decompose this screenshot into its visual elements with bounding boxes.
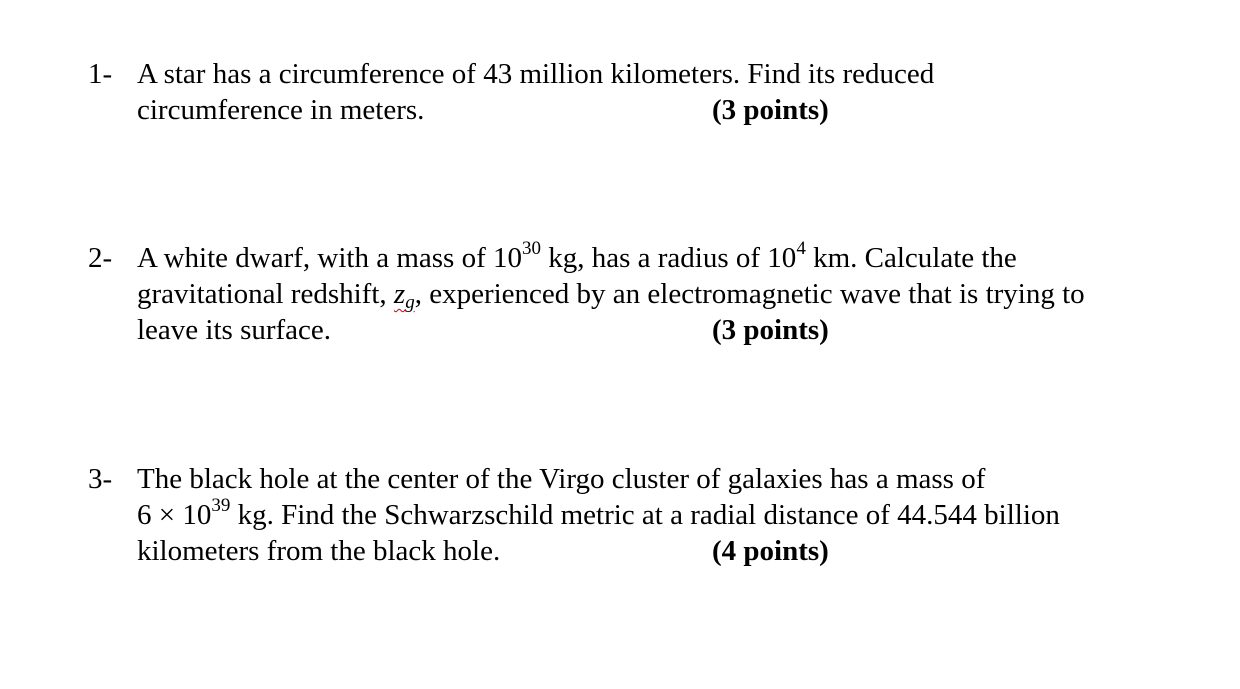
question-2-points: (3 points) [712, 314, 829, 346]
question-3-number: 3- [88, 463, 113, 495]
question-1-points: (3 points) [712, 94, 829, 126]
redshift-variable [393, 278, 415, 313]
question-3-text-metric: kg. Find the Schwarzschild metric at a radial distance of 44.544 billion [230, 499, 1060, 531]
question-2-text-radius: kg, has a radius of 10 [541, 242, 797, 274]
question-1-line-2 [0, 92, 1240, 128]
question-3 [0, 461, 1240, 569]
question-3-text-mass: 6 × 10 [137, 499, 212, 531]
question-3-line-1 [0, 461, 1240, 497]
question-2-text-redshift: gravitational redshift, [137, 278, 394, 310]
question-2-line-2 [0, 276, 1240, 312]
question-1-text-line-2: circumference in meters. [137, 94, 425, 126]
question-2-text-calculate: km. Calculate the [805, 242, 1017, 274]
question-2-line-1 [0, 240, 1240, 276]
question-3-line-3 [0, 533, 1240, 569]
question-3-line-2 [0, 497, 1240, 533]
question-1 [0, 56, 1240, 128]
question-2-text-line-1 [137, 240, 1017, 276]
question-3-text-line-1: The black hole at the center of the Virgo cluster of galaxies has a mass of [137, 463, 986, 495]
mass-exponent: 30 [522, 238, 541, 260]
redshift-variable-z: z [393, 278, 406, 310]
question-3-points: (4 points) [712, 535, 829, 567]
question-2-line-3 [0, 312, 1240, 348]
question-3-text-line-3: kilometers from the black hole. [137, 535, 501, 567]
question-2-number: 2- [88, 242, 113, 274]
question-2-text-mass: A white dwarf, with a mass of 10 [137, 242, 522, 274]
redshift-variable-subscript: g [405, 292, 415, 313]
question-1-text-line-1: A star has a circumference of 43 million kilometers. Find its reduced [137, 58, 935, 90]
radius-exponent: 4 [796, 238, 806, 260]
question-2-text-line-2 [137, 276, 1085, 316]
question-2 [0, 240, 1240, 348]
question-2-text-wave: , experienced by an electromagnetic wave that is trying to [414, 278, 1085, 310]
question-3-text-line-2 [137, 497, 1060, 533]
black-hole-mass-exponent: 39 [211, 495, 231, 517]
question-1-number: 1- [88, 58, 113, 90]
question-1-line-1 [0, 56, 1240, 92]
question-2-text-line-3: leave its surface. [137, 314, 332, 346]
